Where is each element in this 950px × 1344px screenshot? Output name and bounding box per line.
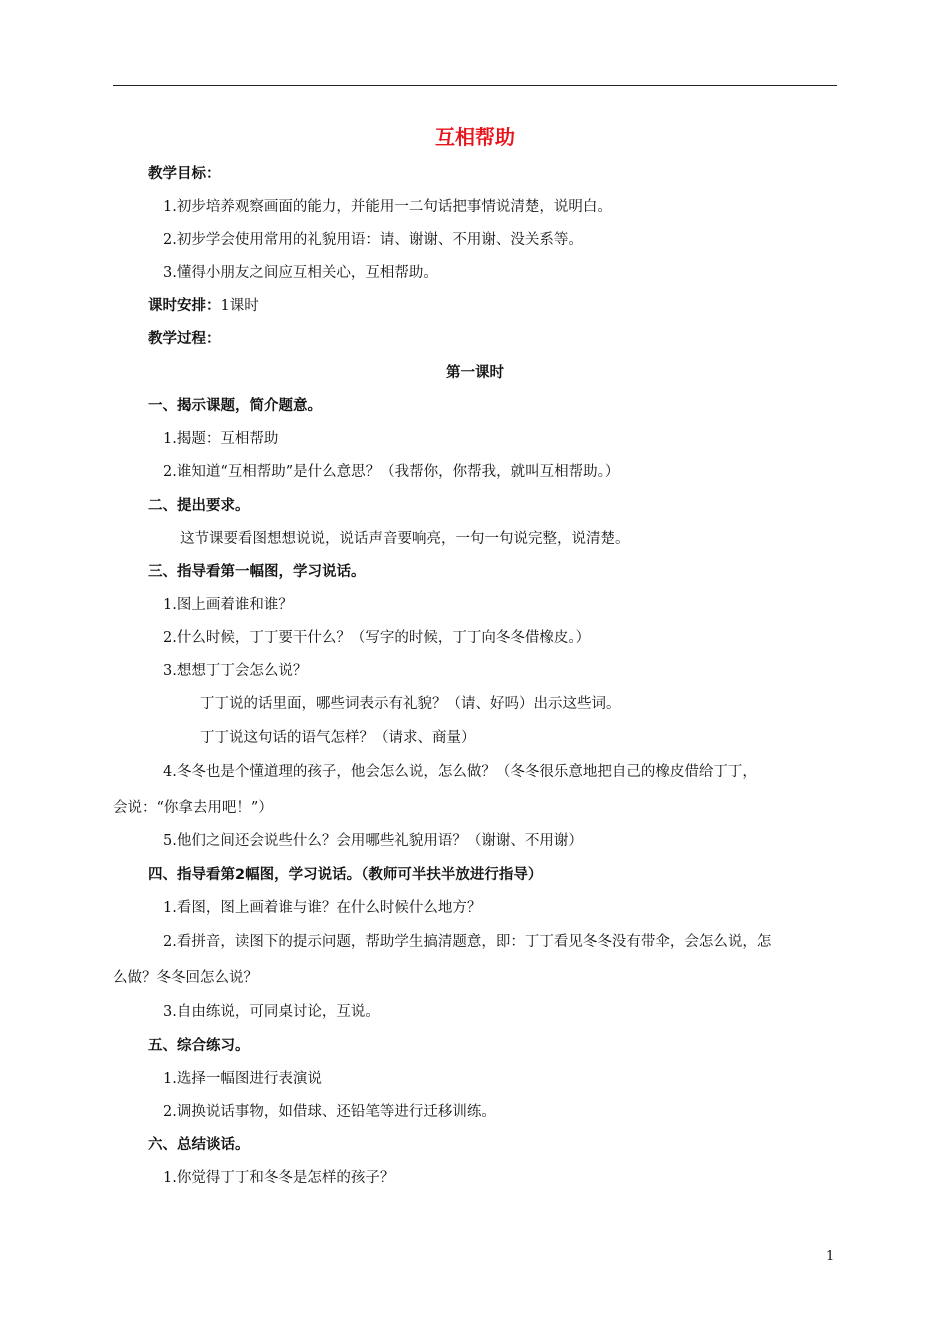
step-paragraph: 这节课要看图想想说说，说话声音要响亮，一句一句说完整，说清楚。	[180, 531, 630, 547]
page-number: 1	[826, 1249, 835, 1264]
step-item: 2.什么时候，丁丁要干什么？（写字的时候，丁丁向冬冬借橡皮。）	[163, 630, 591, 646]
step-heading: 五、综合练习。	[148, 1038, 250, 1054]
step-item: 1.揭题：互相帮助	[163, 431, 279, 447]
page-title: 互相帮助	[435, 125, 515, 149]
goal-item: 3.懂得小朋友之间应互相关心，互相帮助。	[163, 265, 438, 281]
step-heading: 三、指导看第一幅图，学习说话。	[148, 564, 366, 580]
schedule-line	[148, 296, 259, 316]
step-heading: 一、揭示课题，简介题意。	[148, 398, 322, 414]
step-heading: 六、总结谈话。	[148, 1137, 250, 1153]
lesson-heading: 第一课时	[446, 365, 504, 381]
step-item: 1.图上画着谁和谁？	[163, 597, 293, 613]
schedule-value: 1课时	[220, 298, 259, 314]
step-item-continued: 么做？冬冬回怎么说？	[113, 970, 258, 986]
schedule-label: 课时安排：	[148, 298, 221, 314]
step-item: 2.看拼音，读图下的提示问题，帮助学生搞清题意，即：丁丁看见冬冬没有带伞，会怎么说，怎	[163, 934, 772, 950]
step-item: 3.自由练说，可同桌讨论，互说。	[163, 1004, 380, 1020]
step-item-continued: 会说：“你拿去用吧！”）	[113, 800, 273, 816]
section-heading-goals: 教学目标：	[148, 166, 221, 182]
step-item: 1.看图，图上画着谁与谁？在什么时候什么地方？	[163, 900, 482, 916]
section-heading-process: 教学过程：	[148, 331, 221, 347]
step-item: 1.选择一幅图进行表演说	[163, 1071, 322, 1087]
goal-item: 1.初步培养观察画面的能力，并能用一二句话把事情说清楚，说明白。	[163, 199, 612, 215]
goal-item: 2.初步学会使用常用的礼貌用语：请、谢谢、不用谢、没关系等。	[163, 232, 583, 248]
step-heading: 四、指导看第2幅图，学习说话。（教师可半扶半放进行指导）	[148, 867, 543, 883]
step-item: 5.他们之间还会说些什么？会用哪些礼貌用语？（谢谢、不用谢）	[163, 833, 583, 849]
step-item: 2.谁知道“互相帮助”是什么意思？（我帮你，你帮我，就叫互相帮助。）	[163, 464, 620, 480]
header-rule	[113, 85, 837, 86]
step-subitem: 丁丁说这句话的语气怎样？（请求、商量）	[200, 730, 476, 746]
step-item: 3.想想丁丁会怎么说？	[163, 663, 308, 679]
step-item: 4.冬冬也是个懂道理的孩子，他会怎么说，怎么做？（冬冬很乐意地把自己的橡皮借给丁丁，	[163, 764, 757, 780]
step-subitem: 丁丁说的话里面，哪些词表示有礼貌？（请、好吗）出示这些词。	[200, 696, 621, 712]
step-heading: 二、提出要求。	[148, 498, 250, 514]
step-item: 1.你觉得丁丁和冬冬是怎样的孩子？	[163, 1170, 395, 1186]
step-item: 2.调换说话事物，如借球、还铅笔等进行迁移训练。	[163, 1104, 496, 1120]
